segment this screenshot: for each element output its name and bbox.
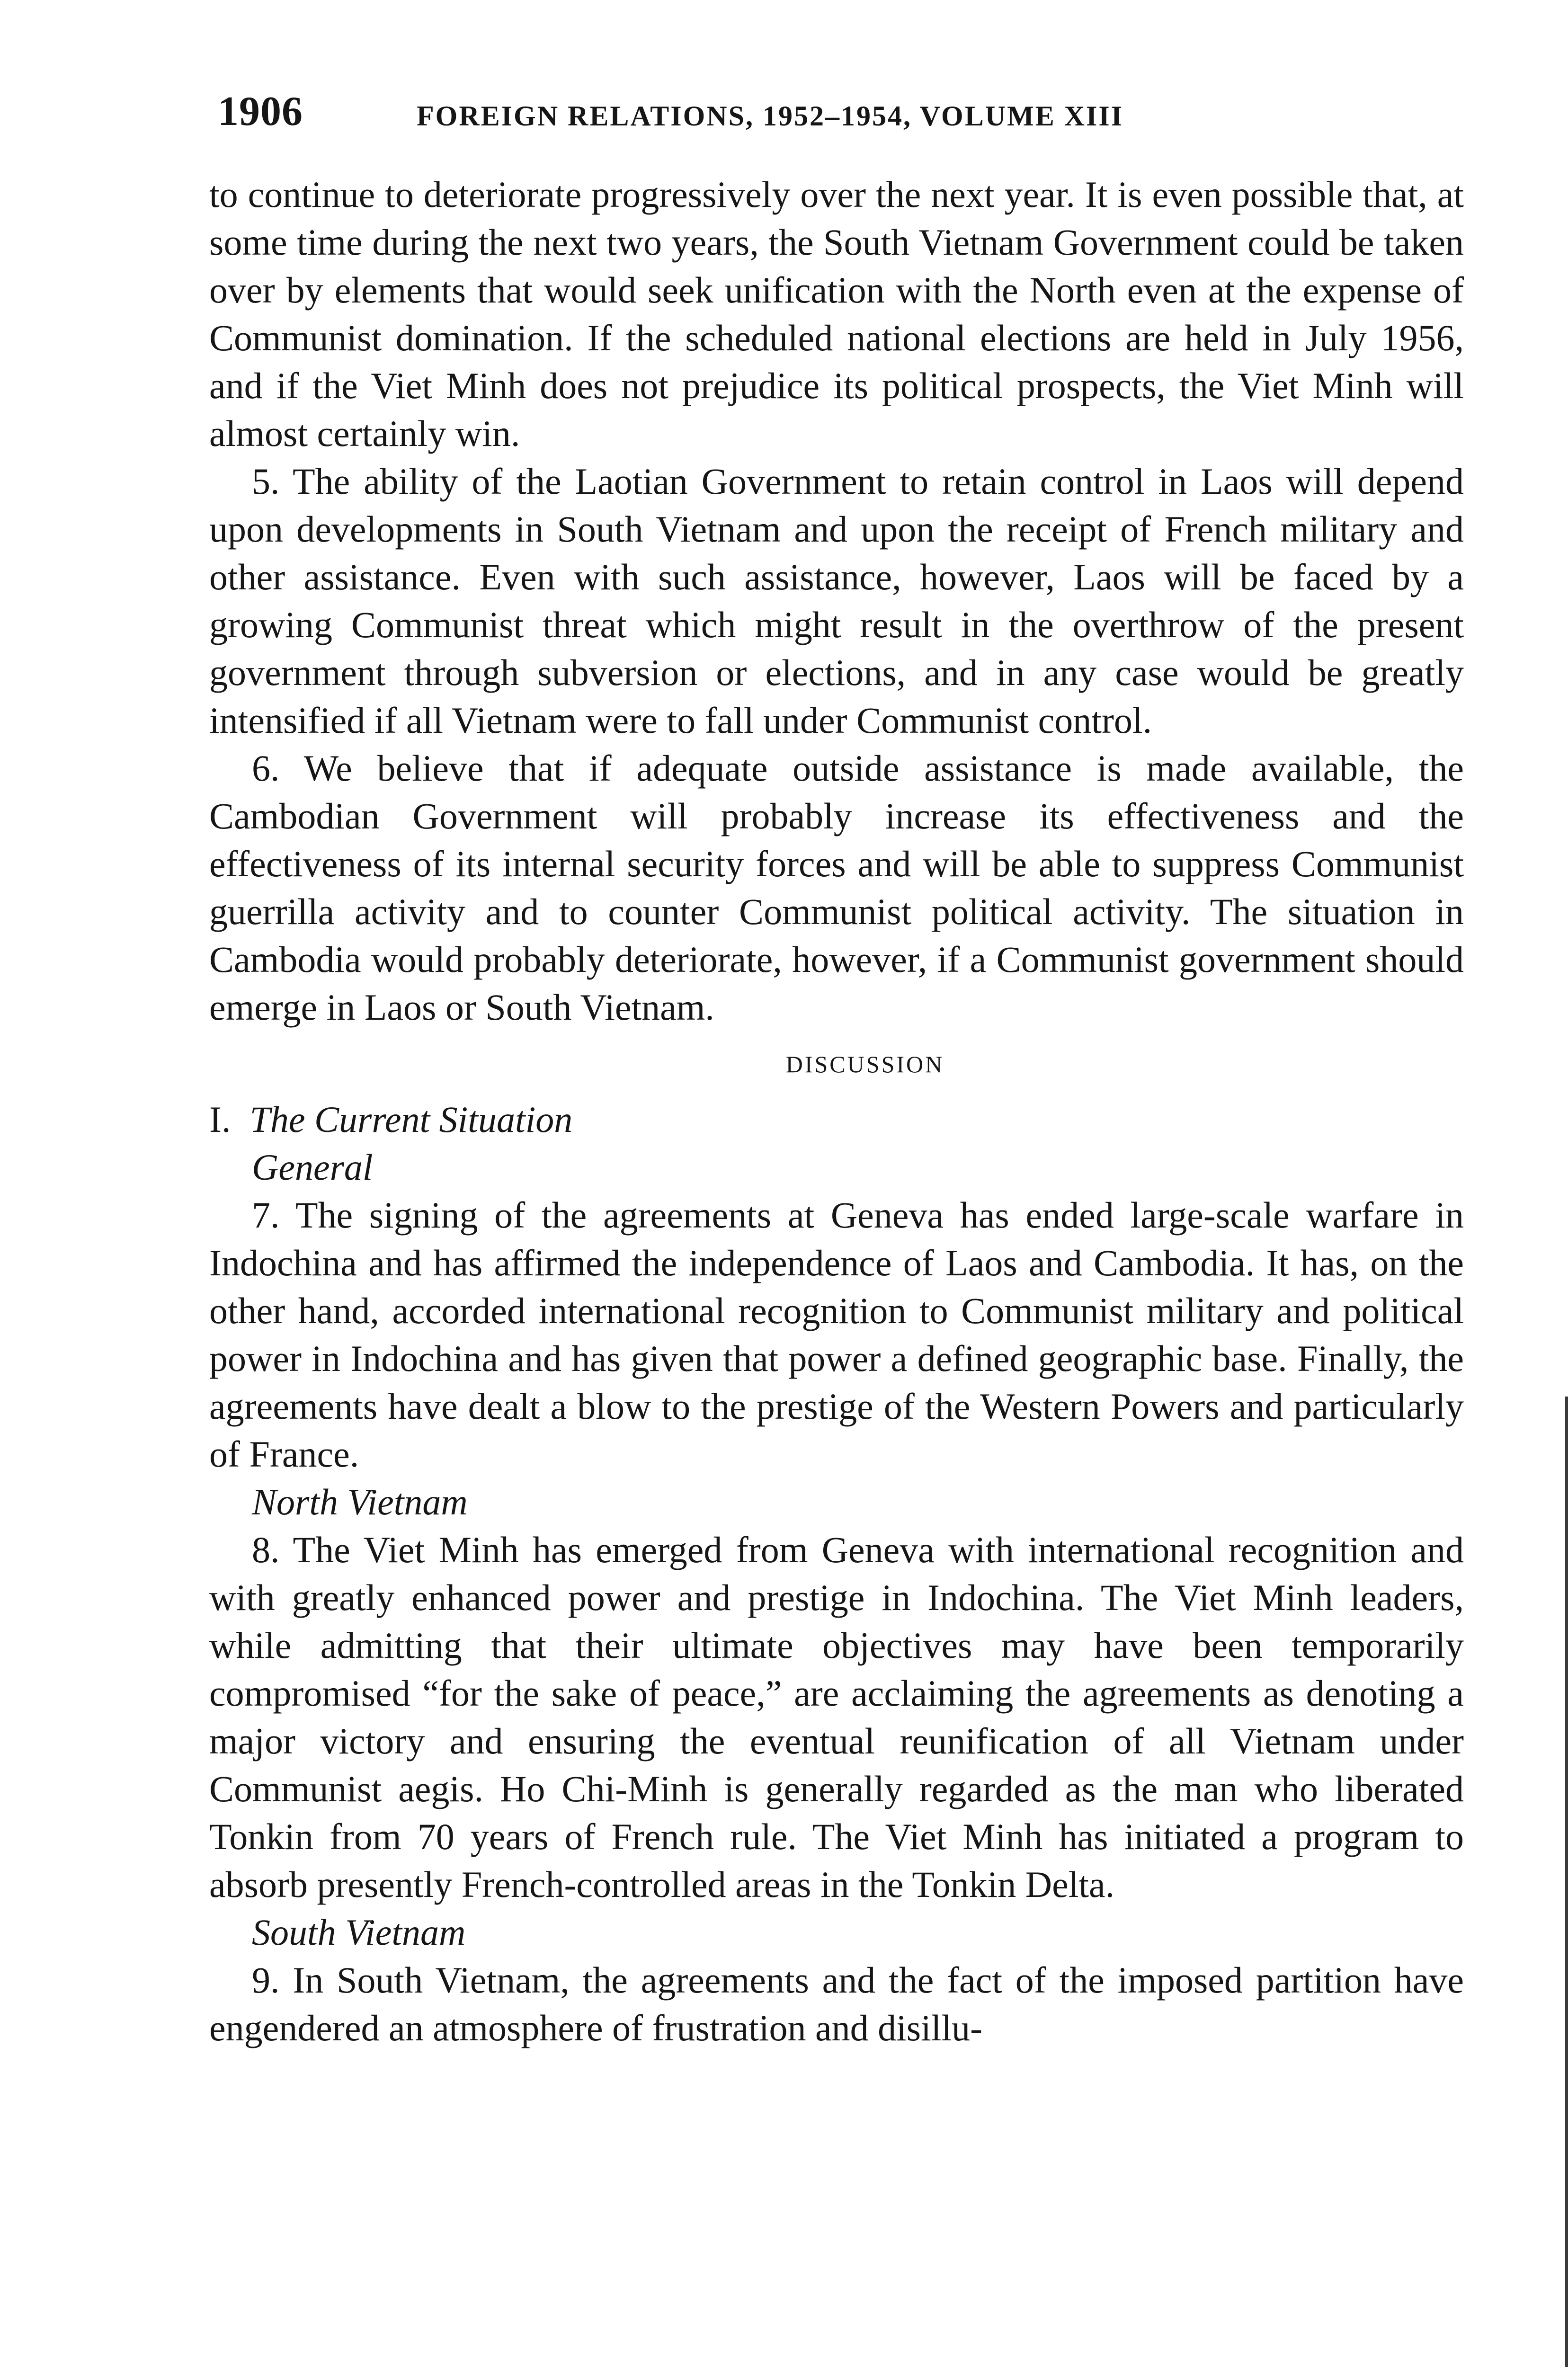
paragraph-7: 7. The signing of the agreements at Geneva has ended large-scale warfare in Indochina and has affirmed the independence of Laos and Cambodia. It has, on the other hand, accorded international recognition to Communist military and political power in Indochina and has given that power a defined geographic base. Finally, the agreements have dealt a blow to the prestige of the Western Powers and particularly of France.	[209, 1194, 1464, 1475]
paragraph-9: 9. In South Vietnam, the agreements and the fact of the imposed partition have engendered an atmosphere of frustration and disillu-	[209, 1959, 1464, 2048]
discussion-heading: DISCUSSION	[785, 1051, 944, 1077]
scan-edge-line	[1565, 1397, 1568, 2367]
section-title: The Current Situation	[249, 1099, 573, 1140]
paragraph-8: 8. The Viet Minh has emerged from Geneva with international recognition and with greatly enhanced power and prestige in Indochina. The Viet Minh leaders, while admitting that their ultimate objectives may have been temporarily compromised “for the sake of peace,” are acclaiming the agreements as denoting a major victory and ensuring the eventual reunification of all Vietnam under Communist aegis. Ho Chi-Minh is generally regarded as the man who liberated Tonkin from 70 years of French rule. The Viet Minh has initiated a program to absorb presently French-controlled areas in the Tonkin Delta.	[209, 1529, 1464, 1905]
section-heading	[209, 1095, 1464, 1143]
page-number: 1906	[218, 89, 303, 134]
page-header	[218, 88, 1316, 144]
paragraph-continued: to continue to deteriorate progressively over the next year. It is even possible that, at some time during the next two years, the South Vietnam Government could be taken over by elements that would seek unification with the North even at the expense of Communist domination. If the scheduled national elections are held in July 1956, and if the Viet Minh does not prejudice its political prospects, the Viet Minh will almost certainly win.	[209, 174, 1464, 454]
paragraph-6: 6. We believe that if adequate outside assistance is made available, the Cambodian Government will probably increase its effectiveness and the effectiveness of its internal security forces and will be able to suppress Communist guerrilla activity and to counter Communist political activity. The situation in Cambodia would probably deteriorate, however, if a Communist government should emerge in Laos or South Vietnam.	[209, 747, 1464, 1028]
body-text	[209, 170, 1464, 2052]
subheading-north-vietnam: North Vietnam	[252, 1481, 468, 1522]
paragraph-5: 5. The ability of the Laotian Government to retain control in Laos will depend upon developments in South Vietnam and upon the receipt of French military and other assistance. Even with such assistance, however, Laos will be faced by a growing Communist threat which might result in the overthrow of the present government through subversion or elections, and in any case would be greatly intensified if all Vietnam were to fall under Communist control.	[209, 461, 1464, 741]
running-head: FOREIGN RELATIONS, 1952–1954, VOLUME XIII	[417, 100, 1124, 132]
subheading-south-vietnam: South Vietnam	[252, 1912, 466, 1953]
subheading-general: General	[252, 1147, 373, 1188]
section-number: I.	[209, 1099, 231, 1140]
